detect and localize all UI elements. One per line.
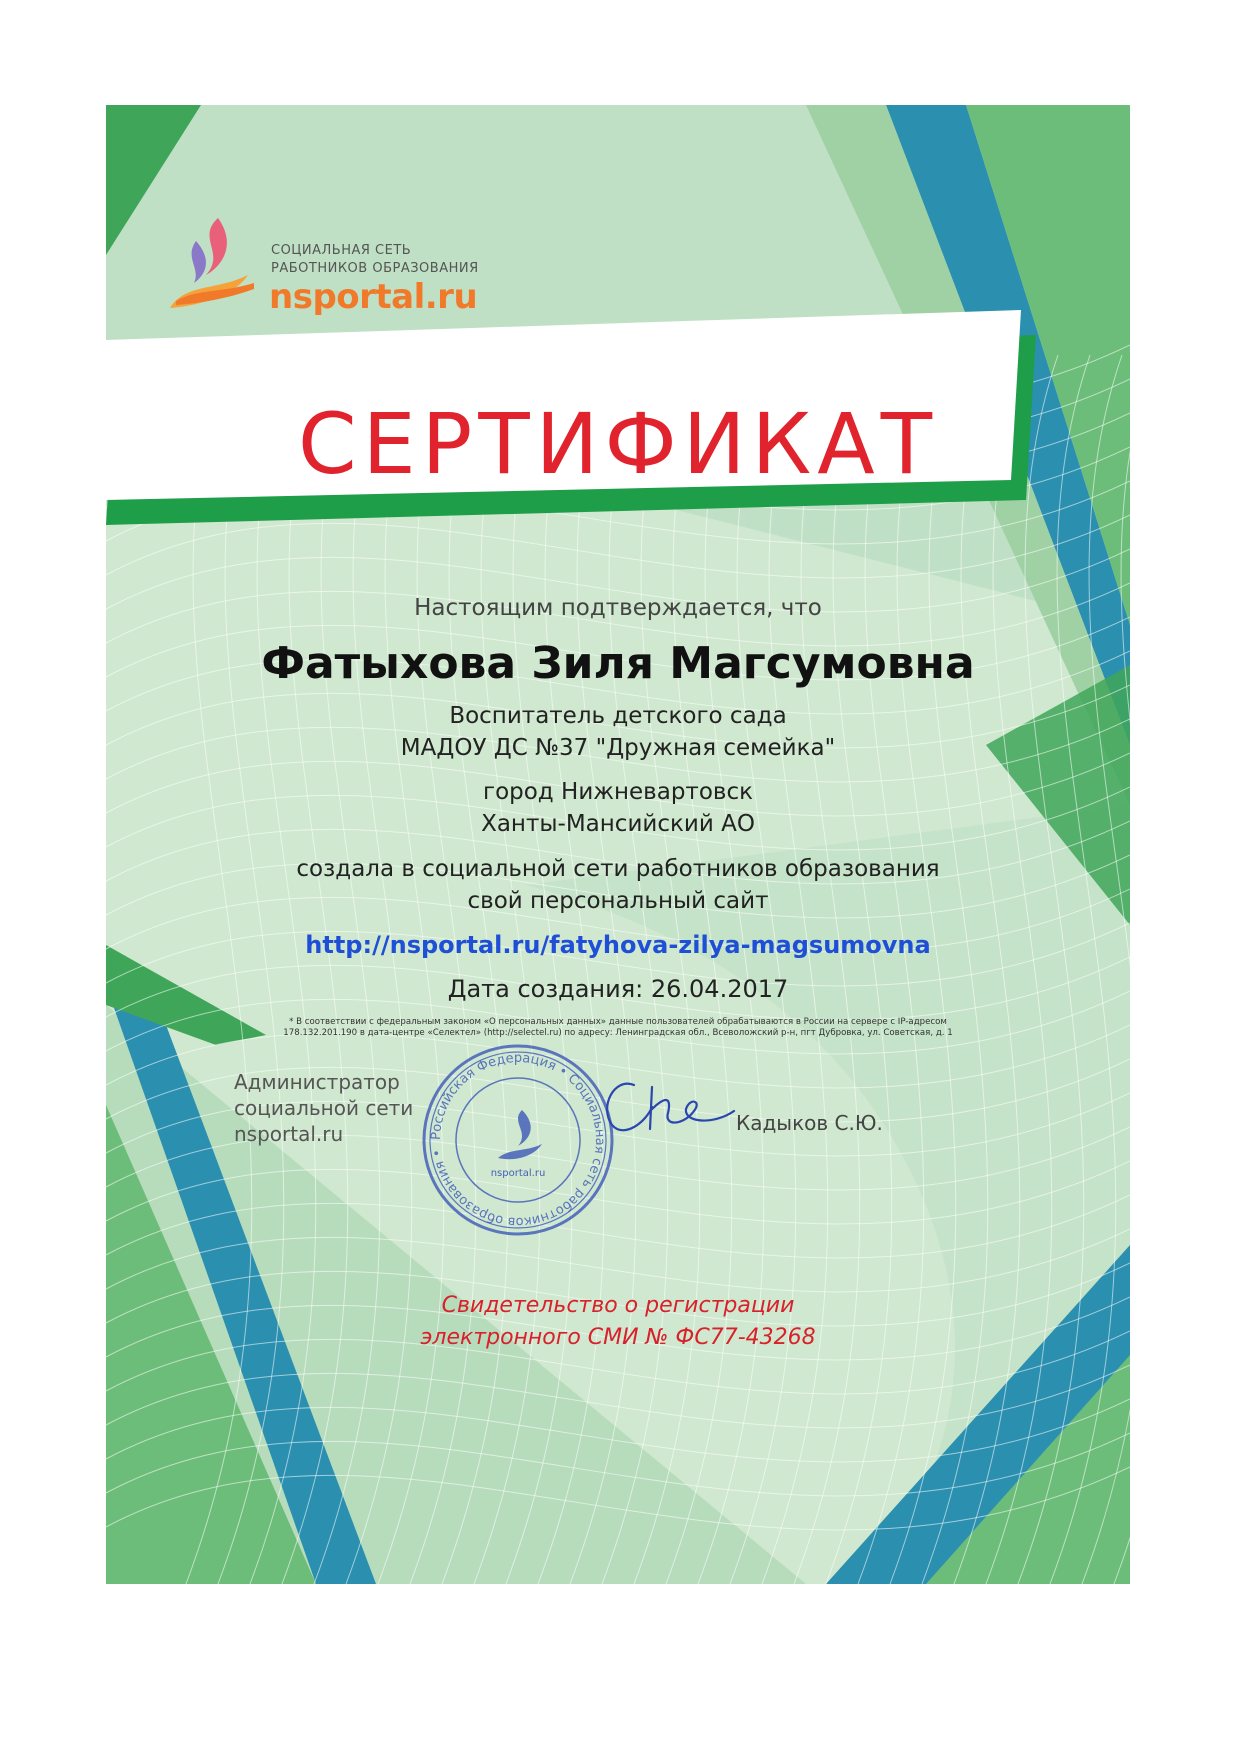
- signer-name: Кадыков С.Ю.: [736, 1111, 883, 1135]
- certificate-title: СЕРТИФИКАТ: [297, 395, 939, 493]
- position-line1: Воспитатель детского сада: [449, 703, 787, 729]
- footnote-line2: 178.132.201.190 в дата-центре «Селектел» (http://selectel.ru) по адресу: Ленинградская обл., Всеволожский р-н, пгт Дубровка, ул. Советская, д. 1: [283, 1028, 953, 1038]
- admin-line2: социальной сети: [234, 1096, 414, 1120]
- location-line1: город Нижневартовск: [482, 779, 753, 805]
- logo-brand: nsportal.ru: [269, 277, 478, 317]
- confirm-text: Настоящим подтверждается, что: [414, 595, 822, 621]
- position-line2: МАДОУ ДС №37 "Дружная семейка": [400, 735, 836, 761]
- site-link[interactable]: http://nsportal.ru/fatyhova-zilya-magsumovna: [305, 931, 931, 959]
- creation-date: Дата создания: 26.04.2017: [447, 975, 789, 1003]
- logo-line1: СОЦИАЛЬНАЯ СЕТЬ: [271, 243, 412, 258]
- flame-hand-icon: [166, 213, 261, 313]
- description-line2: свой персональный сайт: [467, 888, 769, 914]
- admin-line3: nsportal.ru: [234, 1122, 344, 1146]
- registration-line2: электронного СМИ № ФС77-43268: [420, 1325, 816, 1350]
- stamp-outer-text: Российская Федерация • Социальная сеть работников образования •: [428, 1050, 608, 1230]
- admin-line1: Администратор: [234, 1070, 400, 1094]
- description-line1: создала в социальной сети работников образования: [296, 856, 940, 882]
- location-line2: Ханты-Мансийский АО: [481, 811, 755, 837]
- certificate: [106, 105, 1130, 1584]
- registration-line1: Свидетельство о регистрации: [441, 1293, 795, 1318]
- recipient-name: Фатыхова Зиля Магсумовна: [261, 638, 975, 689]
- stamp-inner-text: nsportal.ru: [490, 1168, 546, 1179]
- footnote-line1: * В соответствии с федеральным законом «О персональных данных» данные пользователей обрабатываются в России на сервере с IP-адресом: [289, 1017, 947, 1027]
- signature: [594, 1067, 754, 1147]
- logo-line2: РАБОТНИКОВ ОБРАЗОВАНИЯ: [271, 261, 479, 276]
- background-decoration: [106, 105, 1130, 1584]
- official-stamp: [418, 1040, 618, 1240]
